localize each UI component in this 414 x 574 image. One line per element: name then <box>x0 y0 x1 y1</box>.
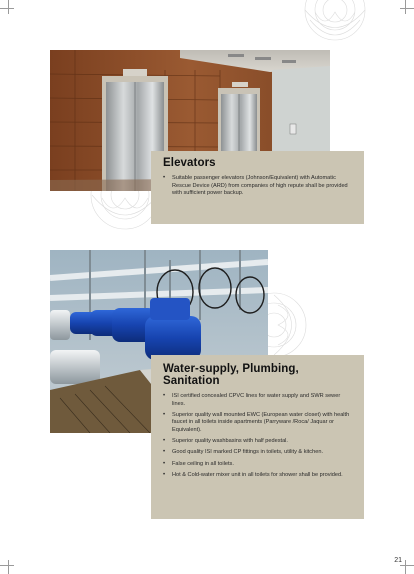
elevators-card <box>151 151 364 224</box>
crop-mark-bottom-left <box>8 560 9 574</box>
elevators-heading: Elevators <box>163 157 216 169</box>
crop-mark-bottom-right <box>405 560 406 574</box>
crop-mark-bottom-left-h <box>0 565 14 566</box>
mandala-decoration-top <box>290 0 380 50</box>
crop-mark-top-left-h <box>0 8 14 9</box>
list-item: • Superior quality wall mounted EWC (European water closet) with health faucet in all toilets inside apartments (Parryware /Roca/ Jaquar or Equivalent). <box>163 412 354 435</box>
crop-mark-top-left <box>8 0 9 14</box>
list-item: • Superior quality washbasins with half pedestal. <box>163 438 354 446</box>
crop-mark-top-right-h <box>400 8 414 9</box>
mandala-decoration-right <box>264 290 314 360</box>
water-supply-list <box>163 393 354 479</box>
list-item: • False ceiling in all toilets. <box>163 461 354 469</box>
water-supply-card <box>151 355 364 519</box>
elevators-list <box>163 175 354 198</box>
list-item: • Suitable passenger elevators (Johnson/Equivalent) with Automatic Rescue Device (ARD) from companies of high repute shall be provided with sufficient power backup. <box>163 175 354 198</box>
crop-mark-bottom-right-h <box>400 565 414 566</box>
list-item: • Good quality ISI marked CP fittings in toilets, utility & kitchen. <box>163 449 354 457</box>
page-number: 21 <box>394 557 402 564</box>
list-item: • ISI certified concealed CPVC lines for water supply and SWR sewer lines. <box>163 393 354 408</box>
water-supply-heading: Water-supply, Plumbing, Sanitation <box>163 363 299 387</box>
crop-mark-top-right <box>405 0 406 14</box>
list-item: • Hot & Cold-water mixer unit in all toilets for shower shall be provided. <box>163 472 354 480</box>
